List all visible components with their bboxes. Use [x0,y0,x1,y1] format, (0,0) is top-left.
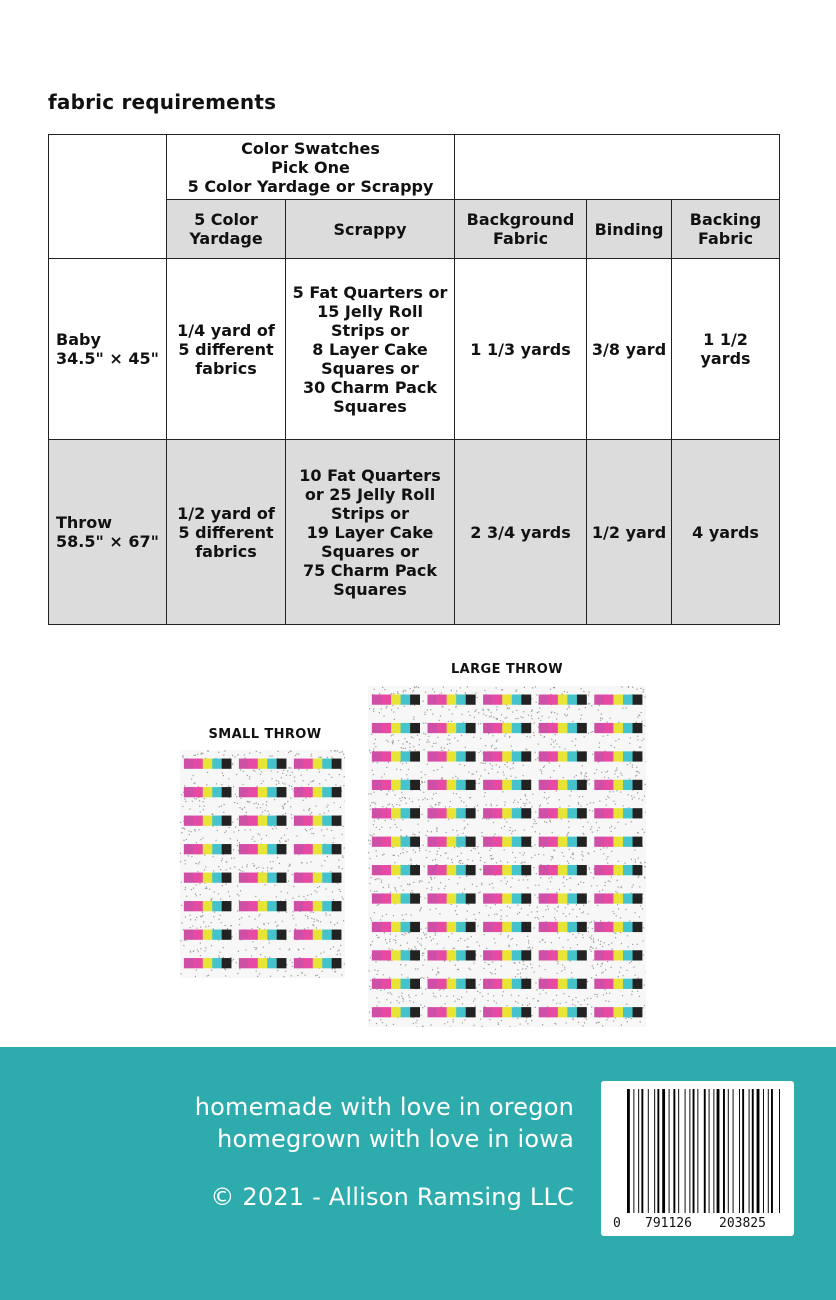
quilt-block [294,930,342,940]
large-throw-label: LARGE THROW [451,662,563,677]
quilt-block [427,780,475,790]
column-header-binding: Binding [587,200,672,259]
quilt-block [427,723,475,733]
empty-header-cell [455,135,780,200]
background-cell: 1 1/3 yards [455,259,587,440]
quilt-block [427,979,475,989]
empty-corner-cell [49,135,167,259]
quilt-block [239,930,287,940]
table-header-row-1 [49,135,780,200]
quilt-block [594,751,642,761]
small-throw-label: SMALL THROW [208,727,322,742]
barcode-bars [601,1081,794,1236]
quilt-block [539,695,587,705]
barcode-digits-mid: 791126 [645,1216,692,1231]
quilt-block [372,865,420,875]
table-row [49,440,780,625]
quilt-block [594,695,642,705]
quilt-block [427,808,475,818]
scrappy-cell: 5 Fat Quarters or 15 Jelly Roll Strips or 8 Layer Cake Squares or 30 Charm Pack Squares [286,259,455,440]
backing-cell: 1 1/2 yards [672,259,780,440]
quilt-block [483,837,531,847]
quilt-block [372,893,420,903]
quilt-block [294,816,342,826]
quilt-block [184,958,232,968]
quilt-block [539,780,587,790]
column-header-backing: Backing Fabric [672,200,780,259]
tagline-iowa: homegrown with love in iowa [217,1125,574,1153]
quilt-block [427,1007,475,1017]
quilt-block [372,695,420,705]
tagline-oregon: homemade with love in oregon [194,1093,574,1121]
quilt-block [372,950,420,960]
quilt-block [372,808,420,818]
copyright-text: © 2021 - Allison Ramsing LLC [210,1183,574,1211]
quilt-block [239,844,287,854]
quilt-block [483,808,531,818]
quilt-block [594,979,642,989]
quilt-block [184,901,232,911]
quilt-block [294,873,342,883]
quilt-block [594,922,642,932]
quilt-block [184,759,232,769]
quilt-block [539,979,587,989]
quilt-block [184,873,232,883]
quilt-block [239,901,287,911]
quilt-block [594,723,642,733]
quilt-block [594,1007,642,1017]
quilt-block [594,865,642,875]
small-throw-quilt-illustration [180,750,345,978]
quilt-block [372,837,420,847]
quilt-block [294,844,342,854]
quilt-block [184,930,232,940]
quilt-block [594,893,642,903]
quilt-block [294,958,342,968]
quilt-block [372,723,420,733]
quilt-block [239,759,287,769]
large-throw-quilt-illustration [368,686,646,1027]
quilt-block [594,837,642,847]
backing-cell: 4 yards [672,440,780,625]
quilt-block [239,958,287,968]
quilt-block [539,723,587,733]
quilt-block [483,950,531,960]
quilt-block [483,780,531,790]
quilt-block [372,1007,420,1017]
quilt-block [372,922,420,932]
quilt-block [372,780,420,790]
quilt-block [539,922,587,932]
binding-cell: 3/8 yard [587,259,672,440]
quilt-block [427,751,475,761]
quilt-block [539,808,587,818]
quilt-block [239,873,287,883]
row-size-label: Baby 34.5" × 45" [49,259,167,440]
quilt-block [427,950,475,960]
quilt-block [294,759,342,769]
quilt-block [483,1007,531,1017]
color-swatches-header: Color Swatches Pick One 5 Color Yardage or Scrappy [167,135,455,200]
quilt-block [294,787,342,797]
quilt-block [594,780,642,790]
quilt-block [539,751,587,761]
binding-cell: 1/2 yard [587,440,672,625]
quilt-block [483,695,531,705]
quilt-block [539,950,587,960]
quilt-block [539,865,587,875]
quilt-block [372,751,420,761]
quilt-block [594,808,642,818]
quilt-block [427,893,475,903]
quilt-block [539,1007,587,1017]
scrappy-cell: 10 Fat Quarters or 25 Jelly Roll Strips or 19 Layer Cake Squares or 75 Charm Pack Squares [286,440,455,625]
quilt-block [184,816,232,826]
yardage-cell: 1/4 yard of 5 different fabrics [167,259,286,440]
quilt-block [483,865,531,875]
quilt-block [427,695,475,705]
quilt-block [483,723,531,733]
column-header-scrappy: Scrappy [286,200,455,259]
section-title: fabric requirements [48,90,277,114]
quilt-block [427,922,475,932]
quilt-block [239,816,287,826]
quilt-block [427,837,475,847]
table-row [49,259,780,440]
quilt-block [184,844,232,854]
background-cell: 2 3/4 yards [455,440,587,625]
barcode [601,1081,794,1236]
quilt-block [483,979,531,989]
quilt-block [239,787,287,797]
row-size-label: Throw 58.5" × 67" [49,440,167,625]
quilt-block [594,950,642,960]
yardage-cell: 1/2 yard of 5 different fabrics [167,440,286,625]
quilt-block [539,893,587,903]
quilt-block [483,751,531,761]
quilt-block [294,901,342,911]
barcode-digits-right: 203825 [719,1216,766,1231]
barcode-digit-left: 0 [613,1216,621,1231]
quilt-block [539,837,587,847]
fabric-requirements-table [48,134,780,625]
quilt-block [483,893,531,903]
quilt-block [483,922,531,932]
quilt-block [184,787,232,797]
quilt-block [372,979,420,989]
column-header-background: Background Fabric [455,200,587,259]
quilt-block [427,865,475,875]
column-header-yardage: 5 Color Yardage [167,200,286,259]
